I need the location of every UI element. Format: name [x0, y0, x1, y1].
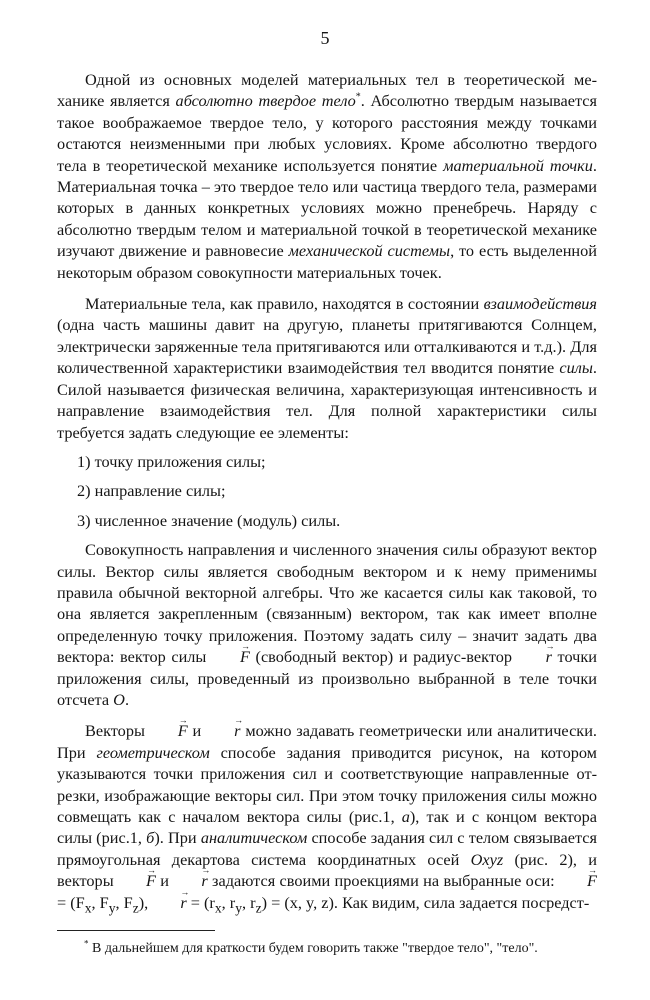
page-number: 5: [320, 28, 330, 48]
page-body: [57, 69, 597, 918]
text-span: (свободный вектор) и радиус-вектор: [249, 647, 518, 667]
text-span: .: [124, 689, 130, 709]
vector-r: → r: [206, 720, 240, 741]
text-span: ), так и с концом вектора силы (рис.1,: [57, 807, 597, 848]
paragraph-force-vector: [57, 539, 597, 710]
text-span: Одной из основных моделей материальных тел в теоретической механике является: [57, 70, 597, 111]
text-span: (одна часть машины давит на другую, планеты притягиваются Солнцем, электрически заряженные тела притягиваются или отталкиваются и т.д.). Для количественной характеристики взаимодействия тел вводится понятие: [57, 315, 597, 378]
term-rigid-body: абсолютно твердое тело: [175, 91, 356, 111]
figure-ref-b: б: [146, 828, 155, 848]
text-span: Векторы: [85, 721, 150, 741]
axes-label: Oxyz: [470, 849, 504, 869]
vector-r: → r: [173, 870, 207, 891]
footnote-mark: *: [355, 91, 361, 103]
text-span: точки приложения силы, проведенный из произвольно выбранной в теле точки отсчета: [57, 647, 597, 709]
equation-text: , r: [221, 892, 236, 912]
equation-vector-r: → r: [152, 892, 186, 913]
equation-text: ) = (x, y, z).: [261, 892, 338, 912]
footnote: [84, 940, 604, 958]
text-span: можно задавать геометрически или аналитически. При: [57, 721, 597, 762]
text-span: ). При: [154, 828, 201, 848]
figure-ref-a: а: [401, 807, 410, 826]
list-item: 2) направление силы;: [77, 481, 226, 501]
subscript-z: z: [255, 899, 262, 915]
footnote-divider: [57, 930, 215, 931]
subscript-y: y: [235, 899, 243, 915]
text-span: Материальные тела, как правило, находятся в состоянии: [85, 294, 484, 314]
point-o: O: [113, 689, 125, 709]
equation-text: , r: [242, 892, 256, 912]
text-span: (рис. 2), и векторы: [57, 849, 597, 891]
term-analytic: аналитическом: [200, 828, 308, 848]
subscript-x: x: [214, 899, 222, 915]
text-span: способе задания сил с телом связывается прямоугольная декартова система координатных осей: [57, 828, 597, 869]
text-span: задаются своими проекциями на выбранные оси:: [207, 871, 555, 891]
vector-r: → r: [518, 646, 552, 667]
subscript-y: y: [108, 899, 116, 915]
equation-text: , F: [91, 892, 109, 912]
equation-vector-f: → F: [559, 870, 597, 891]
text-span: , то есть выделенной некоторым образом совокупности материальных точек.: [57, 241, 597, 282]
paragraph-interaction: [57, 293, 597, 443]
equation-text: = (r: [186, 892, 215, 912]
text-span: . Силой называется физическая величина, характеризующая интенсивность и направление взаимодействия тел. Для полной характеристики силы требуется задать следующие ее элементы:: [57, 358, 597, 442]
list-item: 3) численное значение (модуль) силы.: [77, 510, 341, 530]
text-span: и: [187, 721, 207, 741]
vector-f: → F: [150, 720, 188, 741]
subscript-z: z: [132, 899, 139, 915]
text-span: и: [155, 871, 174, 891]
text-span: . Материальная точка – это твердое тело или частица твердого тела, размерами которых в данных конкретных условиях можно пренебречь. Наряду с абсолютно твердым телом и материальной точкой в теоретической механике изучают движение и равновесие: [57, 155, 597, 261]
term-force: силы: [559, 358, 593, 378]
paragraph-vector-definition: [57, 720, 597, 918]
term-interaction: взаимодействия: [483, 294, 597, 314]
equation-text: = (F: [57, 892, 85, 912]
text-span: Совокупность направления и численного значения силы образуют вектор силы. Вектор силы является свободным вектором и к нему применимы правила обычной векторной алгебры. Что же касается силы как таковой, то она является закрепленным (связанным) вектором, так как имеет вполне определенную точку приложения. Поэтому задать силу – значит задать два вектора: вектор силы: [57, 540, 597, 667]
term-material-point: материальной точки: [443, 155, 593, 175]
footnote-mark: *: [84, 938, 89, 949]
subscript-x: x: [84, 899, 92, 915]
vector-f: → F: [118, 870, 156, 891]
equation-text: ),: [138, 892, 149, 912]
list-item: 1) точку приложения силы;: [77, 451, 266, 471]
term-mechanical-system: механической системы: [288, 241, 451, 261]
text-span: Как видим, сила задается посредст-: [338, 892, 590, 912]
footnote-text: В дальнейшем для краткости будем говорить также "твердое тело", "тело".: [88, 941, 538, 956]
term-geometric: геометрическом: [96, 742, 210, 762]
equation-text: , F: [115, 892, 133, 912]
vector-f: → F: [212, 646, 250, 667]
paragraph-rigid-body: [57, 69, 597, 283]
text-span: . Абсолютно твердым называется такое воображаемое твердое тело, у которого расстояния между точками остаются неизменными при любых условиях. Кроме абсолютно твердого тела в теоретической механике используется понятие: [57, 91, 598, 175]
text-span: способе задания приводится рисунок, на котором указываются точки приложения сил и соответствующие направленные отрезки, изображающие векторы сил. При этом точку приложения силы можно совмещать как с началом вектора силы (рис.1,: [57, 742, 597, 826]
